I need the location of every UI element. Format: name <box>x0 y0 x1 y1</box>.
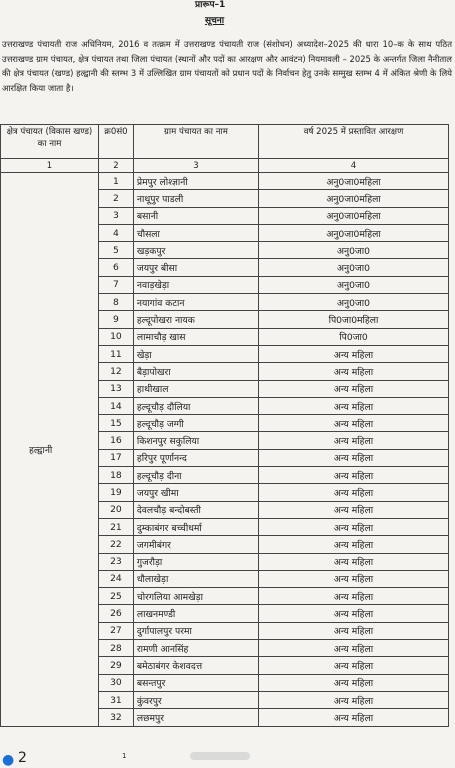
reservation-cell: अन्य महिला <box>259 674 449 691</box>
reservation-cell: अन्य महिला <box>259 553 449 570</box>
reservation-cell: अन्य महिला <box>259 363 449 380</box>
col-header-block: क्षेत्र पंचायत (विकास खण्ड) का नाम <box>1 125 99 159</box>
serial-number-cell: 14 <box>98 397 133 414</box>
serial-number-cell: 25 <box>98 588 133 605</box>
gram-panchayat-cell: नवाड़खेड़ा <box>133 276 258 293</box>
gram-panchayat-cell: लाखनमण्डी <box>133 605 258 622</box>
gram-panchayat-cell: दुम्काबंगर बच्चीधर्मा <box>133 518 258 535</box>
serial-number-cell: 10 <box>98 328 133 345</box>
serial-number-cell: 3 <box>98 207 133 224</box>
gram-panchayat-cell: खड़कपुर <box>133 242 258 259</box>
reservation-cell: अनु0जा0 <box>259 294 449 311</box>
reservation-cell: अन्य महिला <box>259 449 449 466</box>
serial-number-cell: 2 <box>98 190 133 207</box>
reservation-table <box>0 124 449 727</box>
serial-number-cell: 27 <box>98 622 133 639</box>
reservation-cell: अन्य महिला <box>259 691 449 708</box>
col-number: 4 <box>259 159 449 173</box>
gram-panchayat-cell: हाथीखाल <box>133 380 258 397</box>
serial-number-cell: 20 <box>98 501 133 518</box>
reservation-cell: अन्य महिला <box>259 622 449 639</box>
serial-number-cell: 13 <box>98 380 133 397</box>
gram-panchayat-cell: हल्दूचौड़ दीना <box>133 467 258 484</box>
gram-panchayat-cell: हल्दूचौड़ दौलिया <box>133 397 258 414</box>
gram-panchayat-cell: जयपुर खीमा <box>133 484 258 501</box>
gram-panchayat-cell: कुंवरपुर <box>133 691 258 708</box>
serial-number-cell: 24 <box>98 570 133 587</box>
gram-panchayat-cell: देवलचौड़ बन्दोबस्ती <box>133 501 258 518</box>
gram-panchayat-cell: चौसला <box>133 224 258 241</box>
serial-number-cell: 32 <box>98 709 133 726</box>
serial-number-cell: 22 <box>98 536 133 553</box>
blurred-mark <box>190 752 250 760</box>
paragraph-text: उत्तराखण्ड पंचायती राज अधिनियम, 2016 व तत्क्रम में उत्तराखण्ड पंचायती राज (संशोधन) अध्यादेश–2025 की धारा 10–क के साथ पठित उत्तराखण्ड ग्राम पंचायत, क्षेत्र पंचायत तथा जिला पंचायत (स्थानों और पदों का आरक्षण और आवंटन) नियमावली – 2025 के अन्तर्गत जिला नैनीताल की क्षेत्र पंचायत (खण्ड) हल्द्वानी की स्तम्भ 3 में उल्लिखित ग्राम पंचायतों को प्रधान पदों के निर्वाचन हेतु उनके सम्मुख स्तम्भ 4 में अंकित श्रेणी के लिये आरक्षित किया जाता है। <box>2 39 452 93</box>
gram-panchayat-cell: जगमीबंगर <box>133 536 258 553</box>
serial-number-cell: 15 <box>98 415 133 432</box>
gram-panchayat-cell: गुजरौड़ा <box>133 553 258 570</box>
reservation-cell: अन्य महिला <box>259 588 449 605</box>
gram-panchayat-cell: बसन्तपुर <box>133 674 258 691</box>
gram-panchayat-cell: चोरगलिया आमखेड़ा <box>133 588 258 605</box>
serial-number-cell: 4 <box>98 224 133 241</box>
gram-panchayat-cell: लछमपुर <box>133 709 258 726</box>
reservation-cell: अन्य महिला <box>259 518 449 535</box>
reservation-cell: अनु0जा0 <box>259 259 449 276</box>
gram-panchayat-cell: नाथूपुर पाडली <box>133 190 258 207</box>
reservation-cell: अनु0जा0 <box>259 242 449 259</box>
gram-panchayat-cell: हरिपुर पूर्णानन्द <box>133 449 258 466</box>
gram-panchayat-cell: लामाचौड़ खास <box>133 328 258 345</box>
form-label: प्रारूप–1 <box>195 0 226 10</box>
gram-panchayat-cell: प्रेमपुर लोश्ज्ञानी <box>133 173 258 190</box>
gram-panchayat-cell: बमेठाबंगर केशवदत्त <box>133 657 258 674</box>
table-header-row <box>1 125 449 159</box>
table-row <box>1 173 449 190</box>
reservation-cell: अन्य महिला <box>259 467 449 484</box>
reservation-cell: अनु0जा0महिला <box>259 224 449 241</box>
gram-panchayat-cell: हल्दूपोखरा नायक <box>133 311 258 328</box>
reservation-cell: अन्य महिला <box>259 709 449 726</box>
serial-number-cell: 8 <box>98 294 133 311</box>
serial-number-cell: 6 <box>98 259 133 276</box>
reservation-cell: अन्य महिला <box>259 570 449 587</box>
col-header-reservation: वर्ष 2025 में प्रस्तावित आरक्षण <box>259 125 449 159</box>
page-number: 1 <box>122 752 127 760</box>
gram-panchayat-cell: खेड़ा <box>133 345 258 362</box>
table-body <box>1 173 449 727</box>
reservation-cell: अनु0जा0महिला <box>259 190 449 207</box>
reservation-cell: अनु0जा0महिला <box>259 173 449 190</box>
reservation-cell: पि0जा0 <box>259 328 449 345</box>
reservation-cell: अन्य महिला <box>259 640 449 657</box>
serial-number-cell: 30 <box>98 674 133 691</box>
reservation-cell: अन्य महिला <box>259 432 449 449</box>
gram-panchayat-cell: जयपुर बीसा <box>133 259 258 276</box>
reservation-cell: अन्य महिला <box>259 484 449 501</box>
gram-panchayat-cell: बैड़ापोखरा <box>133 363 258 380</box>
notice-title: सूचना <box>205 16 225 26</box>
col-header-sno: क्र0सं0 <box>98 125 133 159</box>
reservation-cell: अन्य महिला <box>259 345 449 362</box>
gram-panchayat-cell: बसानी <box>133 207 258 224</box>
serial-number-cell: 29 <box>98 657 133 674</box>
reservation-cell: पि0जा0महिला <box>259 311 449 328</box>
col-number: 2 <box>98 159 133 173</box>
serial-number-cell: 17 <box>98 449 133 466</box>
gram-panchayat-cell: नयागांव कटान <box>133 294 258 311</box>
footer-number: 2 <box>18 750 27 766</box>
column-number-row <box>1 159 449 173</box>
reservation-cell: अन्य महिला <box>259 501 449 518</box>
serial-number-cell: 1 <box>98 173 133 190</box>
reservation-cell: अनु0जा0 <box>259 276 449 293</box>
gram-panchayat-cell: हल्दूचौड़ जग्गी <box>133 415 258 432</box>
gram-panchayat-cell: धौलाखेड़ा <box>133 570 258 587</box>
serial-number-cell: 7 <box>98 276 133 293</box>
serial-number-cell: 16 <box>98 432 133 449</box>
serial-number-cell: 12 <box>98 363 133 380</box>
serial-number-cell: 5 <box>98 242 133 259</box>
serial-number-cell: 21 <box>98 518 133 535</box>
col-header-gram-panchayat: ग्राम पंचायत का नाम <box>133 125 258 159</box>
reservation-cell: अनु0जा0महिला <box>259 207 449 224</box>
serial-number-cell: 28 <box>98 640 133 657</box>
serial-number-cell: 19 <box>98 484 133 501</box>
reservation-cell: अन्य महिला <box>259 380 449 397</box>
col-number: 3 <box>133 159 258 173</box>
reservation-cell: अन्य महिला <box>259 605 449 622</box>
reservation-cell: अन्य महिला <box>259 536 449 553</box>
serial-number-cell: 31 <box>98 691 133 708</box>
gram-panchayat-cell: दुर्गापालपुर परमा <box>133 622 258 639</box>
block-name-cell: हल्द्वानी <box>1 173 99 727</box>
col-number: 1 <box>1 159 99 173</box>
gram-panchayat-cell: किशनपुर सकुलिया <box>133 432 258 449</box>
circle-icon: ● <box>2 752 15 768</box>
reservation-cell: अन्य महिला <box>259 397 449 414</box>
reservation-cell: अन्य महिला <box>259 415 449 432</box>
serial-number-cell: 18 <box>98 467 133 484</box>
serial-number-cell: 11 <box>98 345 133 362</box>
serial-number-cell: 9 <box>98 311 133 328</box>
serial-number-cell: 26 <box>98 605 133 622</box>
notice-paragraph <box>2 37 452 95</box>
reservation-cell: अन्य महिला <box>259 657 449 674</box>
gram-panchayat-cell: रामणी आनसिंह <box>133 640 258 657</box>
serial-number-cell: 23 <box>98 553 133 570</box>
